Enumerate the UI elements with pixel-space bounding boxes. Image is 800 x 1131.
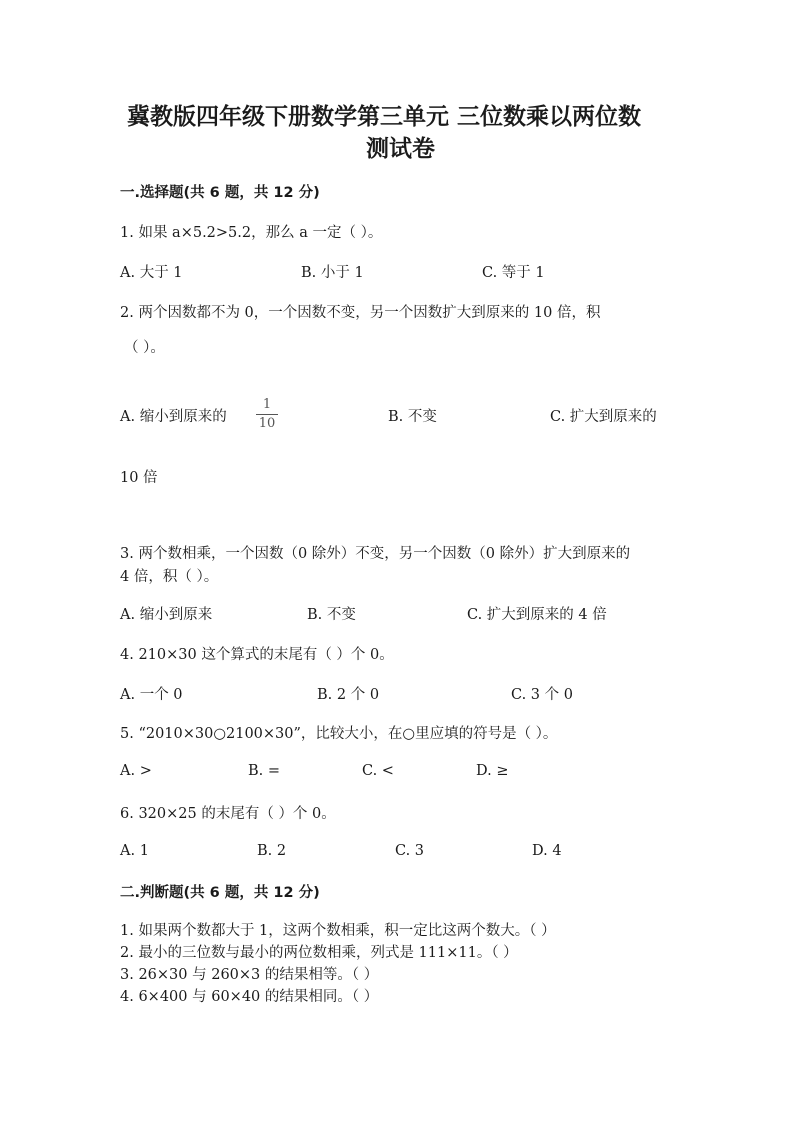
page-title: 冀教版四年级下册数学第三单元 三位数乘以两位数: [127, 104, 642, 130]
option-c-continued: 10 倍: [120, 470, 158, 486]
option-c: C. 3: [395, 843, 425, 859]
option-c: C. 等于 1: [482, 265, 545, 281]
section-heading-judgement: 二.判断题(共 6 题，共 12 分): [120, 885, 320, 901]
question-stem: 4. 210×30 这个算式的末尾有（ ）个 0。: [120, 647, 394, 663]
option-a: A. >: [120, 763, 152, 779]
question-stem-continued: 4 倍，积（ ）。: [120, 569, 219, 585]
page-title-line2: 测试卷: [366, 136, 435, 162]
question-stem-continued: （ ）。: [124, 340, 165, 356]
option-a: A. 一个 0: [120, 687, 183, 703]
option-d: D. ≥: [476, 763, 509, 779]
option-c: C. 3 个 0: [511, 687, 573, 703]
list-item: 4. 6×400 与 60×40 的结果相同。（ ）: [120, 989, 379, 1005]
fraction: [256, 398, 278, 431]
option-c: C. 扩大到原来的: [550, 409, 657, 425]
option-b: B. 不变: [388, 409, 437, 425]
list-item: 2. 最小的三位数与最小的两位数相乘，列式是 111×11。（ ）: [120, 945, 518, 961]
question-stem: 6. 320×25 的末尾有（ ）个 0。: [120, 806, 336, 822]
option-d: D. 4: [532, 843, 562, 859]
option-b: B. =: [248, 763, 281, 779]
question-stem: 5. “2010×30○2100×30”，比较大小，在○里应填的符号是（ ）。: [120, 726, 558, 742]
section-heading-choice: 一.选择题(共 6 题，共 12 分): [120, 185, 320, 201]
option-a: A. 缩小到原来的: [120, 409, 227, 425]
option-a: A. 缩小到原来: [120, 607, 213, 623]
fraction-denominator: 10: [258, 416, 276, 431]
question-stem: 3. 两个数相乘，一个因数（0 除外）不变，另一个因数（0 除外）扩大到原来的: [120, 546, 631, 562]
option-b: B. 2 个 0: [317, 687, 380, 703]
option-a: A. 大于 1: [120, 265, 183, 281]
fraction-numerator: 1: [262, 397, 272, 412]
option-c: C. 扩大到原来的 4 倍: [467, 607, 607, 623]
option-a: A. 1: [120, 843, 149, 859]
option-b: B. 小于 1: [301, 265, 364, 281]
option-b: B. 不变: [307, 607, 356, 623]
list-item: 3. 26×30 与 260×3 的结果相等。（ ）: [120, 967, 379, 983]
question-stem: 1. 如果 a×5.2>5.2，那么 a 一定（ ）。: [120, 225, 383, 241]
option-b: B. 2: [257, 843, 287, 859]
question-stem: 2. 两个因数都不为 0，一个因数不变，另一个因数扩大到原来的 10 倍，积: [120, 305, 601, 321]
option-c: C. <: [362, 763, 394, 779]
list-item: 1. 如果两个数都大于 1，这两个数相乘，积一定比这两个数大。（ ）: [120, 923, 556, 939]
fraction-bar: [256, 414, 278, 415]
